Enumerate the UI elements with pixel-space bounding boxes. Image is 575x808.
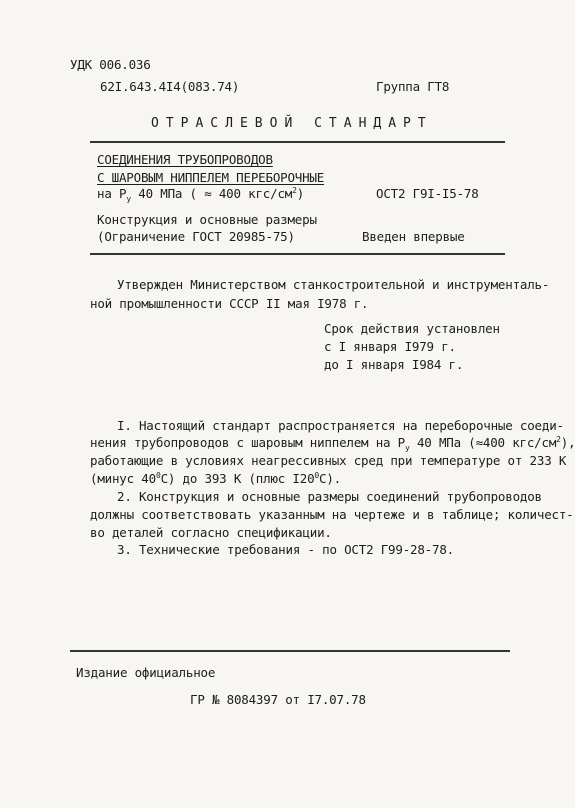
standard-code: ОСТ2 Г9I-I5-78 <box>376 186 479 201</box>
group-label: Группа ГТ8 <box>376 79 450 94</box>
paragraph1-line4: (минус $40^0С$) до 393 К (плюс $I20^0С$). <box>90 470 342 486</box>
standard-subtitle-line2: (Ограничение ГОСТ 20985-75) <box>97 229 295 244</box>
udk-classification: 62I.643.4I4(083.74) <box>100 79 240 94</box>
paragraph2-line3: во деталей согласно спецификации. <box>90 525 332 540</box>
validity-line3: до I января I984 г. <box>324 357 464 372</box>
paragraph3-line1: 3. Технические требования - по ОСТ2 Г99-28-78. <box>117 542 454 557</box>
approval-line2: ной промышленности СССР II мая I978 г. <box>90 296 369 311</box>
paragraph2-line2: должны соответствовать указанным на чертеже и в таблице; количест- <box>90 507 574 522</box>
udk-code: УДК 006.036 <box>70 57 151 72</box>
designation-rule <box>90 253 505 255</box>
paragraph2-line1: 2. Конструкция и основные размеры соединений трубопроводов <box>117 489 542 504</box>
validity-line2: с I января I979 г. <box>324 339 456 354</box>
pressure-rating: на $P_у$ 40 МПа ( ≈ 400 кгс/$см^2$) <box>97 185 305 204</box>
paragraph1-line1: I. Настоящий стандарт распространяется на переборочные соеди- <box>117 418 564 433</box>
standard-name-line2: С ШАРОВЫМ НИППЕЛЕМ ПЕРЕБОРОЧНЫЕ <box>97 170 325 185</box>
document-title: ОТРАСЛЕВОЙ СТАНДАРТ <box>151 116 433 131</box>
edition-label: Издание официальное <box>76 665 216 680</box>
standard-subtitle-line1: Конструкция и основные размеры <box>97 212 317 227</box>
paragraph1-line2: нения трубопроводов с шаровым ниппелем на $P_у$ 40 МПа (≈400 кгс/$см^2$), <box>90 434 575 453</box>
standard-name-line1: СОЕДИНЕНИЯ ТРУБОПРОВОДОВ <box>97 152 273 167</box>
footer-rule <box>70 650 510 652</box>
paragraph1-line3: работающие в условиях неагрессивных сред при температуре от 233 К <box>90 453 567 468</box>
registration-number: ГР № 8084397 от I7.07.78 <box>190 692 366 707</box>
validity-line1: Срок действия установлен <box>324 321 500 336</box>
header-rule <box>90 141 505 143</box>
introduced-label: Введен впервые <box>362 229 465 244</box>
approval-line1: Утвержден Министерством станкостроительной и инструменталь- <box>117 277 550 292</box>
